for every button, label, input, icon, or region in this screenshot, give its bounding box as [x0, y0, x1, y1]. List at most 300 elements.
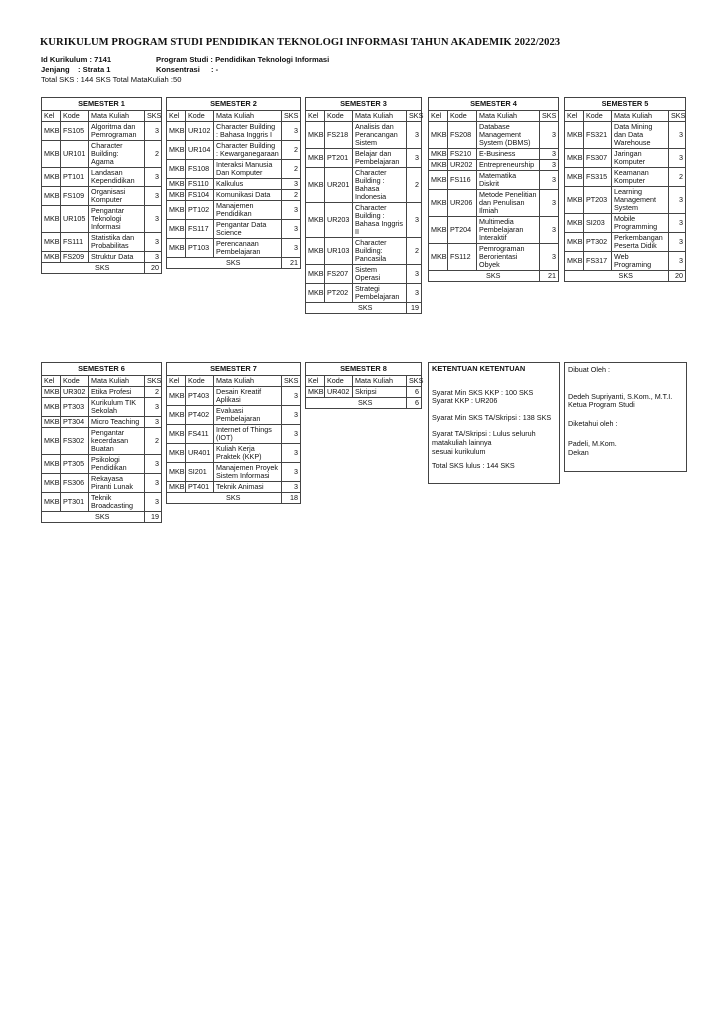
ketentuan-total-lulus: Total SKS lulus : 144 SKS [432, 461, 515, 471]
col-kode-header: Kode [186, 111, 214, 122]
col-mk-header: Mata Kuliah [214, 111, 282, 122]
course-row [167, 190, 301, 201]
course-row [565, 122, 686, 149]
course-name: Desain Kreatif Aplikasi [214, 387, 282, 406]
course-row [42, 387, 162, 398]
course-name: Etika Profesi [89, 387, 145, 398]
course-sks: 3 [145, 206, 162, 233]
col-mk-header: Mata Kuliah [612, 111, 669, 122]
course-row [306, 238, 422, 265]
course-kode: PT203 [584, 187, 612, 214]
total-row [565, 271, 686, 282]
total-sks: 21 [540, 271, 559, 282]
course-name: Belajar dan Pembelajaran [353, 149, 407, 168]
col-mk-header: Mata Kuliah [353, 376, 407, 387]
course-row [42, 141, 162, 168]
course-kode: UR104 [186, 141, 214, 160]
course-row [167, 141, 301, 160]
course-sks: 3 [145, 252, 162, 263]
course-name: Struktur Data [89, 252, 145, 263]
course-kel: MKB [42, 168, 61, 187]
total-summary: Total SKS : 144 SKS Total MataKuliah :50 [41, 75, 182, 84]
course-kode: PT304 [61, 417, 89, 428]
course-kel: MKB [42, 187, 61, 206]
course-row [306, 149, 422, 168]
course-sks: 3 [282, 201, 301, 220]
course-kel: MKB [42, 141, 61, 168]
semester-table [305, 97, 422, 314]
total-spacer [42, 263, 61, 274]
course-name: E-Business [477, 149, 540, 160]
course-sks: 3 [282, 179, 301, 190]
course-sks: 3 [282, 220, 301, 239]
course-kel: MKB [565, 122, 584, 149]
course-kel: MKB [42, 122, 61, 141]
id-kurikulum: Id Kurikulum : 7141 [41, 55, 112, 64]
total-row [42, 512, 162, 523]
course-row [306, 122, 422, 149]
course-name: Skripsi [353, 387, 407, 398]
course-name: Kurikulum TIK Sekolah [89, 398, 145, 417]
total-spacer [429, 271, 448, 282]
diketahui-oleh: Diketahui oleh : [568, 418, 618, 428]
course-row [565, 187, 686, 214]
total-sks: 19 [407, 303, 422, 314]
course-kode: FS208 [448, 122, 477, 149]
col-kode-header: Kode [61, 376, 89, 387]
col-sks-header: SKS [540, 111, 559, 122]
course-row [306, 387, 422, 398]
course-kel: MKB [429, 122, 448, 149]
course-row [167, 239, 301, 258]
total-row [306, 398, 422, 409]
course-kel: MKB [565, 233, 584, 252]
course-sks: 2 [282, 160, 301, 179]
course-kel: MKB [565, 168, 584, 187]
course-row [42, 455, 162, 474]
course-kode: FS108 [186, 160, 214, 179]
course-sks: 3 [407, 122, 422, 149]
semester-title: SEMESTER 1 [42, 98, 162, 111]
course-sks: 2 [145, 141, 162, 168]
course-row [429, 217, 559, 244]
course-kel: MKB [167, 220, 186, 239]
course-row [306, 168, 422, 203]
total-row [306, 303, 422, 314]
signature-box [564, 362, 687, 472]
total-row [167, 258, 301, 269]
course-name: Web Programing [612, 252, 669, 271]
semester-table [166, 97, 301, 269]
course-kel: MKB [167, 160, 186, 179]
total-spacer [306, 303, 325, 314]
course-kode: PT403 [186, 387, 214, 406]
col-kode-header: Kode [61, 111, 89, 122]
course-row [429, 171, 559, 190]
course-row [167, 179, 301, 190]
course-name: Character Building : Bahasa Indonesia [353, 168, 407, 203]
course-sks: 3 [145, 187, 162, 206]
course-name: Teknik Broadcasting [89, 493, 145, 512]
ketentuan-title: KETENTUAN KETENTUAN [432, 364, 526, 373]
course-kode: PT103 [186, 239, 214, 258]
course-sks: 2 [282, 141, 301, 160]
col-kel-header: Kel [167, 376, 186, 387]
course-name: Analisis dan Perancangan Sistem [353, 122, 407, 149]
col-sks-header: SKS [145, 111, 162, 122]
course-row [565, 214, 686, 233]
total-spacer [167, 493, 186, 504]
col-mk-header: Mata Kuliah [477, 111, 540, 122]
col-sks-header: SKS [407, 111, 422, 122]
course-sks: 3 [145, 233, 162, 252]
course-kel: MKB [42, 428, 61, 455]
course-kel: MKB [565, 252, 584, 271]
course-name: Perkembangan Peserta Didik [612, 233, 669, 252]
course-row [565, 233, 686, 252]
course-kode: SI203 [584, 214, 612, 233]
course-row [42, 252, 162, 263]
course-name: Jaringan Komputer [612, 149, 669, 168]
course-kode: FS112 [448, 244, 477, 271]
course-name: Character Building : Bahasa Inggris II [353, 203, 407, 238]
course-kel: MKB [429, 244, 448, 271]
semester-table [41, 362, 162, 523]
course-name: Komunikasi Data [214, 190, 282, 201]
course-kel: MKB [167, 406, 186, 425]
course-row [429, 122, 559, 149]
course-kode: FS104 [186, 190, 214, 201]
course-kode: FS209 [61, 252, 89, 263]
course-name: Pengantar kecerdasan Buatan [89, 428, 145, 455]
course-name: Perencanaan Pembelajaran [214, 239, 282, 258]
course-kel: MKB [429, 190, 448, 217]
total-label: SKS [325, 303, 407, 314]
course-row [42, 122, 162, 141]
course-kel: MKB [167, 444, 186, 463]
course-kode: FS307 [584, 149, 612, 168]
total-label: SKS [186, 258, 282, 269]
course-kel: MKB [565, 187, 584, 214]
course-name: Matematika Diskrit [477, 171, 540, 190]
course-kel: MKB [42, 417, 61, 428]
jenjang-label: Jenjang [41, 65, 70, 74]
course-row [565, 252, 686, 271]
total-row [429, 271, 559, 282]
course-kel: MKB [42, 474, 61, 493]
course-kode: UR402 [325, 387, 353, 398]
course-kode: FS317 [584, 252, 612, 271]
course-kel: MKB [306, 238, 325, 265]
course-name: Statistika dan Probabilitas [89, 233, 145, 252]
course-kel: MKB [429, 171, 448, 190]
course-sks: 3 [540, 149, 559, 160]
semester-title: SEMESTER 5 [565, 98, 686, 111]
course-row [167, 160, 301, 179]
course-sks: 3 [669, 149, 686, 168]
course-sks: 3 [145, 398, 162, 417]
course-sks: 3 [145, 417, 162, 428]
course-kel: MKB [565, 149, 584, 168]
col-kel-header: Kel [565, 111, 584, 122]
dibuat-oleh: Dibuat Oleh : [568, 365, 610, 374]
total-row [167, 493, 301, 504]
course-kode: UR401 [186, 444, 214, 463]
course-kode: PT305 [61, 455, 89, 474]
course-row [565, 149, 686, 168]
course-kode: FS110 [186, 179, 214, 190]
col-sks-header: SKS [669, 111, 686, 122]
col-kel-header: Kel [306, 111, 325, 122]
semester-title: SEMESTER 4 [429, 98, 559, 111]
course-sks: 2 [669, 168, 686, 187]
ketentuan-min-ta: Syarat Min SKS TA/Skripsi : 138 SKS [432, 412, 552, 422]
course-name: Kuliah Kerja Praktek (KKP) [214, 444, 282, 463]
semester-table [166, 362, 301, 504]
col-sks-header: SKS [145, 376, 162, 387]
course-name: Teknik Animasi [214, 482, 282, 493]
course-kel: MKB [167, 463, 186, 482]
course-name: Character Building : Bahasa Inggris I [214, 122, 282, 141]
course-kel: MKB [306, 168, 325, 203]
course-sks: 3 [282, 463, 301, 482]
course-name: Evaluasi Pembelajaran [214, 406, 282, 425]
course-sks: 2 [282, 190, 301, 201]
course-sks: 2 [407, 168, 422, 203]
total-sks: 6 [407, 398, 422, 409]
col-mk-header: Mata Kuliah [89, 111, 145, 122]
col-kode-header: Kode [186, 376, 214, 387]
total-spacer [42, 512, 61, 523]
course-sks: 2 [145, 428, 162, 455]
total-label: SKS [325, 398, 407, 409]
course-kel: MKB [167, 141, 186, 160]
course-sks: 3 [145, 455, 162, 474]
course-row [167, 425, 301, 444]
course-kel: MKB [167, 190, 186, 201]
course-sks: 3 [282, 406, 301, 425]
course-kode: UR103 [325, 238, 353, 265]
ketentuan-ta-line2: matakuliah lainnya [432, 437, 492, 447]
course-sks: 3 [669, 187, 686, 214]
total-row [42, 263, 162, 274]
course-kode: PT302 [584, 233, 612, 252]
ketentuan-min-kkp: Syarat Min SKS KKP : 100 SKS [432, 387, 534, 397]
col-mk-header: Mata Kuliah [353, 111, 407, 122]
course-row [167, 220, 301, 239]
total-sks: 18 [282, 493, 301, 504]
total-label: SKS [584, 271, 669, 282]
semester-table [41, 97, 162, 274]
course-kode: UR201 [325, 168, 353, 203]
course-name: Data Mining dan Data Warehouse [612, 122, 669, 149]
course-name: Entrepreneurship [477, 160, 540, 171]
course-name: Algoritma dan Pemrograman [89, 122, 145, 141]
course-sks: 3 [540, 217, 559, 244]
ketentuan-ta-line3: sesuai kurikulum [432, 446, 486, 456]
course-name: Interaksi Manusia Dan Komputer [214, 160, 282, 179]
course-name: Rekayasa Piranti Lunak [89, 474, 145, 493]
course-row [306, 203, 422, 238]
course-row [167, 122, 301, 141]
course-name: Strategi Pembelajaran [353, 284, 407, 303]
course-kode: FS109 [61, 187, 89, 206]
course-kode: FS218 [325, 122, 353, 149]
course-row [167, 482, 301, 493]
total-spacer [306, 398, 325, 409]
col-mk-header: Mata Kuliah [89, 376, 145, 387]
course-row [429, 244, 559, 271]
course-name: Mobile Programming [612, 214, 669, 233]
course-kode: PT102 [186, 201, 214, 220]
total-spacer [167, 258, 186, 269]
jenjang-value: : Strata 1 [78, 65, 111, 74]
course-kel: MKB [167, 482, 186, 493]
col-kel-header: Kel [167, 111, 186, 122]
course-name: Micro Teaching [89, 417, 145, 428]
course-sks: 3 [407, 284, 422, 303]
col-kode-header: Kode [325, 376, 353, 387]
course-sks: 3 [407, 265, 422, 284]
course-kel: MKB [306, 149, 325, 168]
course-row [167, 387, 301, 406]
course-kel: MKB [42, 398, 61, 417]
ketentuan-ta-line1: Syarat TA/Skripsi : Lulus seluruh [432, 429, 536, 439]
total-sks: 20 [145, 263, 162, 274]
course-sks: 3 [669, 122, 686, 149]
course-kel: MKB [167, 201, 186, 220]
course-kode: PT401 [186, 482, 214, 493]
semester-title: SEMESTER 6 [42, 363, 162, 376]
course-kel: MKB [42, 206, 61, 233]
course-kode: PT301 [61, 493, 89, 512]
total-label: SKS [61, 263, 145, 274]
course-kode: PT204 [448, 217, 477, 244]
course-kode: FS302 [61, 428, 89, 455]
course-kode: SI201 [186, 463, 214, 482]
course-kel: MKB [167, 239, 186, 258]
course-sks: 3 [282, 482, 301, 493]
konsentrasi-label: Konsentrasi [156, 65, 200, 74]
course-kode: UR105 [61, 206, 89, 233]
course-sks: 3 [145, 122, 162, 141]
course-row [42, 398, 162, 417]
course-name: Manajemen Proyek Sistem Informasi [214, 463, 282, 482]
course-kode: FS411 [186, 425, 214, 444]
course-kode: UR101 [61, 141, 89, 168]
course-name: Landasan Kependidikan [89, 168, 145, 187]
course-kode: FS207 [325, 265, 353, 284]
col-sks-header: SKS [407, 376, 422, 387]
semester-title: SEMESTER 2 [167, 98, 301, 111]
course-kel: MKB [306, 265, 325, 284]
course-kode: PT201 [325, 149, 353, 168]
course-kode: FS111 [61, 233, 89, 252]
course-name: Multimedia Pembelajaran Interaktif [477, 217, 540, 244]
course-name: Psikologi Pendidikan [89, 455, 145, 474]
course-name: Learning Management System [612, 187, 669, 214]
course-sks: 3 [540, 160, 559, 171]
course-kel: MKB [167, 425, 186, 444]
course-sks: 3 [282, 444, 301, 463]
course-kel: MKB [42, 233, 61, 252]
course-row [306, 284, 422, 303]
course-kode: PT101 [61, 168, 89, 187]
course-kel: MKB [42, 387, 61, 398]
course-row [167, 444, 301, 463]
course-row [565, 168, 686, 187]
course-kode: FS116 [448, 171, 477, 190]
ketentuan-box [428, 362, 560, 484]
course-name: Keamanan Komputer [612, 168, 669, 187]
course-kode: UR206 [448, 190, 477, 217]
course-kel: MKB [42, 252, 61, 263]
dekan-name: Padeli, M.Kom. [568, 439, 617, 449]
course-name: Kalkulus [214, 179, 282, 190]
course-kel: MKB [306, 122, 325, 149]
course-kel: MKB [565, 214, 584, 233]
course-row [167, 463, 301, 482]
course-name: Internet of Things (IOT) [214, 425, 282, 444]
course-sks: 3 [145, 474, 162, 493]
course-row [429, 160, 559, 171]
semester-title: SEMESTER 7 [167, 363, 301, 376]
course-kode: PT303 [61, 398, 89, 417]
course-sks: 3 [540, 190, 559, 217]
course-row [42, 493, 162, 512]
col-sks-header: SKS [282, 376, 301, 387]
course-kode: FS210 [448, 149, 477, 160]
course-sks: 3 [282, 425, 301, 444]
course-row [429, 149, 559, 160]
course-sks: 2 [145, 387, 162, 398]
total-spacer [565, 271, 584, 282]
course-sks: 3 [669, 252, 686, 271]
course-sks: 3 [145, 168, 162, 187]
col-kel-header: Kel [42, 111, 61, 122]
course-sks: 6 [407, 387, 422, 398]
document-title: KURIKULUM PROGRAM STUDI PENDIDIKAN TEKNOLOGI INFORMASI TAHUN AKADEMIK 2022/2023 [40, 37, 561, 48]
course-kel: MKB [306, 203, 325, 238]
course-kel: MKB [42, 493, 61, 512]
course-sks: 3 [282, 387, 301, 406]
program-studi: Program Studi : Pendidikan Teknologi Informasi [156, 55, 330, 64]
kaprodi-name: Dedeh Supriyanti, S.Kom., M.T.I. [568, 391, 673, 401]
course-row [42, 168, 162, 187]
course-kode: UR203 [325, 203, 353, 238]
course-name: Character Building: Agama [89, 141, 145, 168]
col-kode-header: Kode [448, 111, 477, 122]
course-sks: 2 [407, 238, 422, 265]
course-kode: FS105 [61, 122, 89, 141]
course-name: Pengantar Data Science [214, 220, 282, 239]
col-mk-header: Mata Kuliah [214, 376, 282, 387]
course-name: Metode Penelitian dan Penulisan Ilmiah [477, 190, 540, 217]
course-name: Manajemen Pendidikan [214, 201, 282, 220]
course-kel: MKB [42, 455, 61, 474]
total-sks: 21 [282, 258, 301, 269]
course-row [167, 201, 301, 220]
course-kel: MKB [306, 284, 325, 303]
course-kode: FS117 [186, 220, 214, 239]
course-kel: MKB [167, 122, 186, 141]
course-name: Character Building : Kewarganegaraan [214, 141, 282, 160]
konsentrasi-value: : - [211, 65, 219, 74]
course-kode: FS306 [61, 474, 89, 493]
course-name: Pemrograman Berorientasi Obyek [477, 244, 540, 271]
total-sks: 20 [669, 271, 686, 282]
course-sks: 3 [407, 203, 422, 238]
